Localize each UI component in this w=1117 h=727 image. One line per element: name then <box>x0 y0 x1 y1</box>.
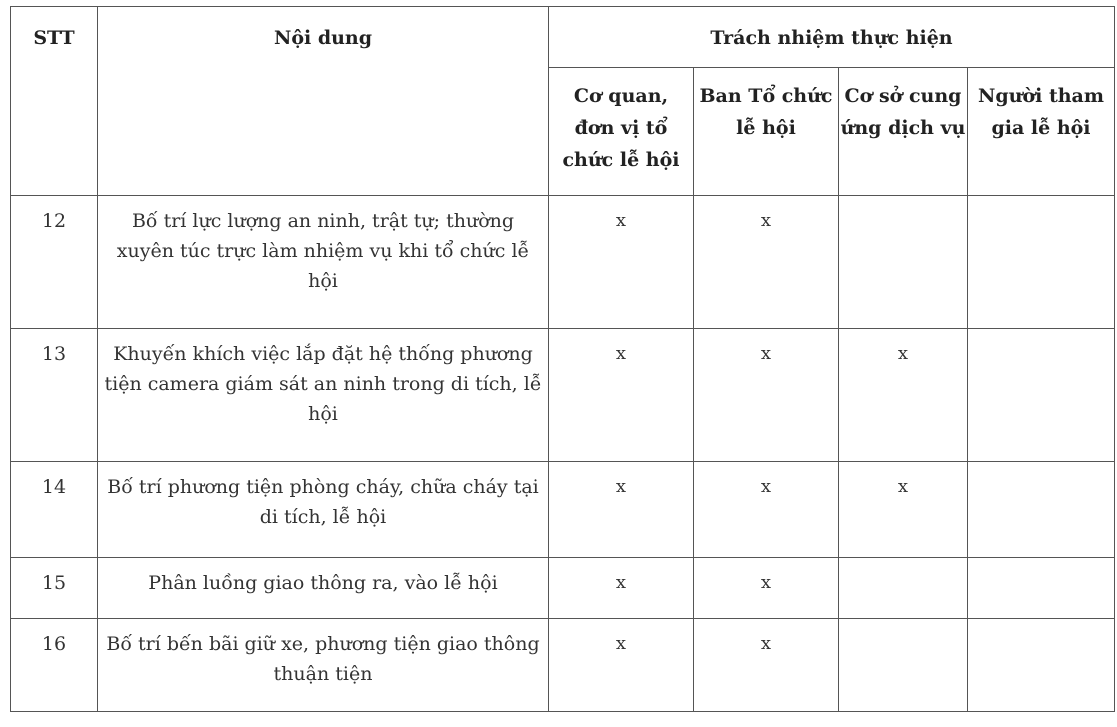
table-row <box>11 462 1115 558</box>
mark-nguoi-tham-gia <box>968 462 1115 558</box>
row-noi-dung: Phân luồng giao thông ra, vào lễ hội <box>98 558 549 619</box>
mark-co-quan: x <box>549 462 694 558</box>
header-trach-nhiem: Trách nhiệm thực hiện <box>549 7 1115 68</box>
row-stt: 13 <box>11 329 98 462</box>
mark-nguoi-tham-gia <box>968 329 1115 462</box>
row-noi-dung: Bố trí bến bãi giữ xe, phương tiện giao thông thuận tiện <box>98 619 549 712</box>
mark-nguoi-tham-gia <box>968 619 1115 712</box>
table-row <box>11 558 1115 619</box>
mark-ban-to-chuc: x <box>694 558 839 619</box>
mark-ban-to-chuc: x <box>694 196 839 329</box>
row-stt: 15 <box>11 558 98 619</box>
table-row <box>11 619 1115 712</box>
header-ban-to-chuc: Ban Tổ chức lễ hội <box>694 68 839 196</box>
mark-co-quan: x <box>549 329 694 462</box>
header-nguoi-tham-gia: Người tham gia lễ hội <box>968 68 1115 196</box>
mark-co-quan: x <box>549 619 694 712</box>
header-stt: STT <box>11 7 98 196</box>
table-row <box>11 196 1115 329</box>
mark-co-quan: x <box>549 558 694 619</box>
mark-co-so-cung-ung: x <box>839 329 968 462</box>
header-co-quan: Cơ quan, đơn vị tổ chức lễ hội <box>549 68 694 196</box>
responsibility-table <box>10 6 1115 712</box>
mark-co-so-cung-ung <box>839 558 968 619</box>
mark-ban-to-chuc: x <box>694 619 839 712</box>
mark-nguoi-tham-gia <box>968 558 1115 619</box>
mark-co-so-cung-ung: x <box>839 462 968 558</box>
row-noi-dung: Bố trí lực lượng an ninh, trật tự; thường xuyên túc trực làm nhiệm vụ khi tổ chức lễ hội <box>98 196 549 329</box>
mark-nguoi-tham-gia <box>968 196 1115 329</box>
mark-ban-to-chuc: x <box>694 329 839 462</box>
header-row-1 <box>11 7 1115 68</box>
row-noi-dung: Bố trí phương tiện phòng cháy, chữa cháy tại di tích, lễ hội <box>98 462 549 558</box>
table-row <box>11 329 1115 462</box>
mark-ban-to-chuc: x <box>694 462 839 558</box>
header-noi-dung: Nội dung <box>98 7 549 196</box>
row-stt: 16 <box>11 619 98 712</box>
header-co-so-cung-ung: Cơ sở cung ứng dịch vụ <box>839 68 968 196</box>
mark-co-so-cung-ung <box>839 619 968 712</box>
row-stt: 14 <box>11 462 98 558</box>
mark-co-so-cung-ung <box>839 196 968 329</box>
row-stt: 12 <box>11 196 98 329</box>
row-noi-dung: Khuyến khích việc lắp đặt hệ thống phương tiện camera giám sát an ninh trong di tích, lễ hội <box>98 329 549 462</box>
mark-co-quan: x <box>549 196 694 329</box>
